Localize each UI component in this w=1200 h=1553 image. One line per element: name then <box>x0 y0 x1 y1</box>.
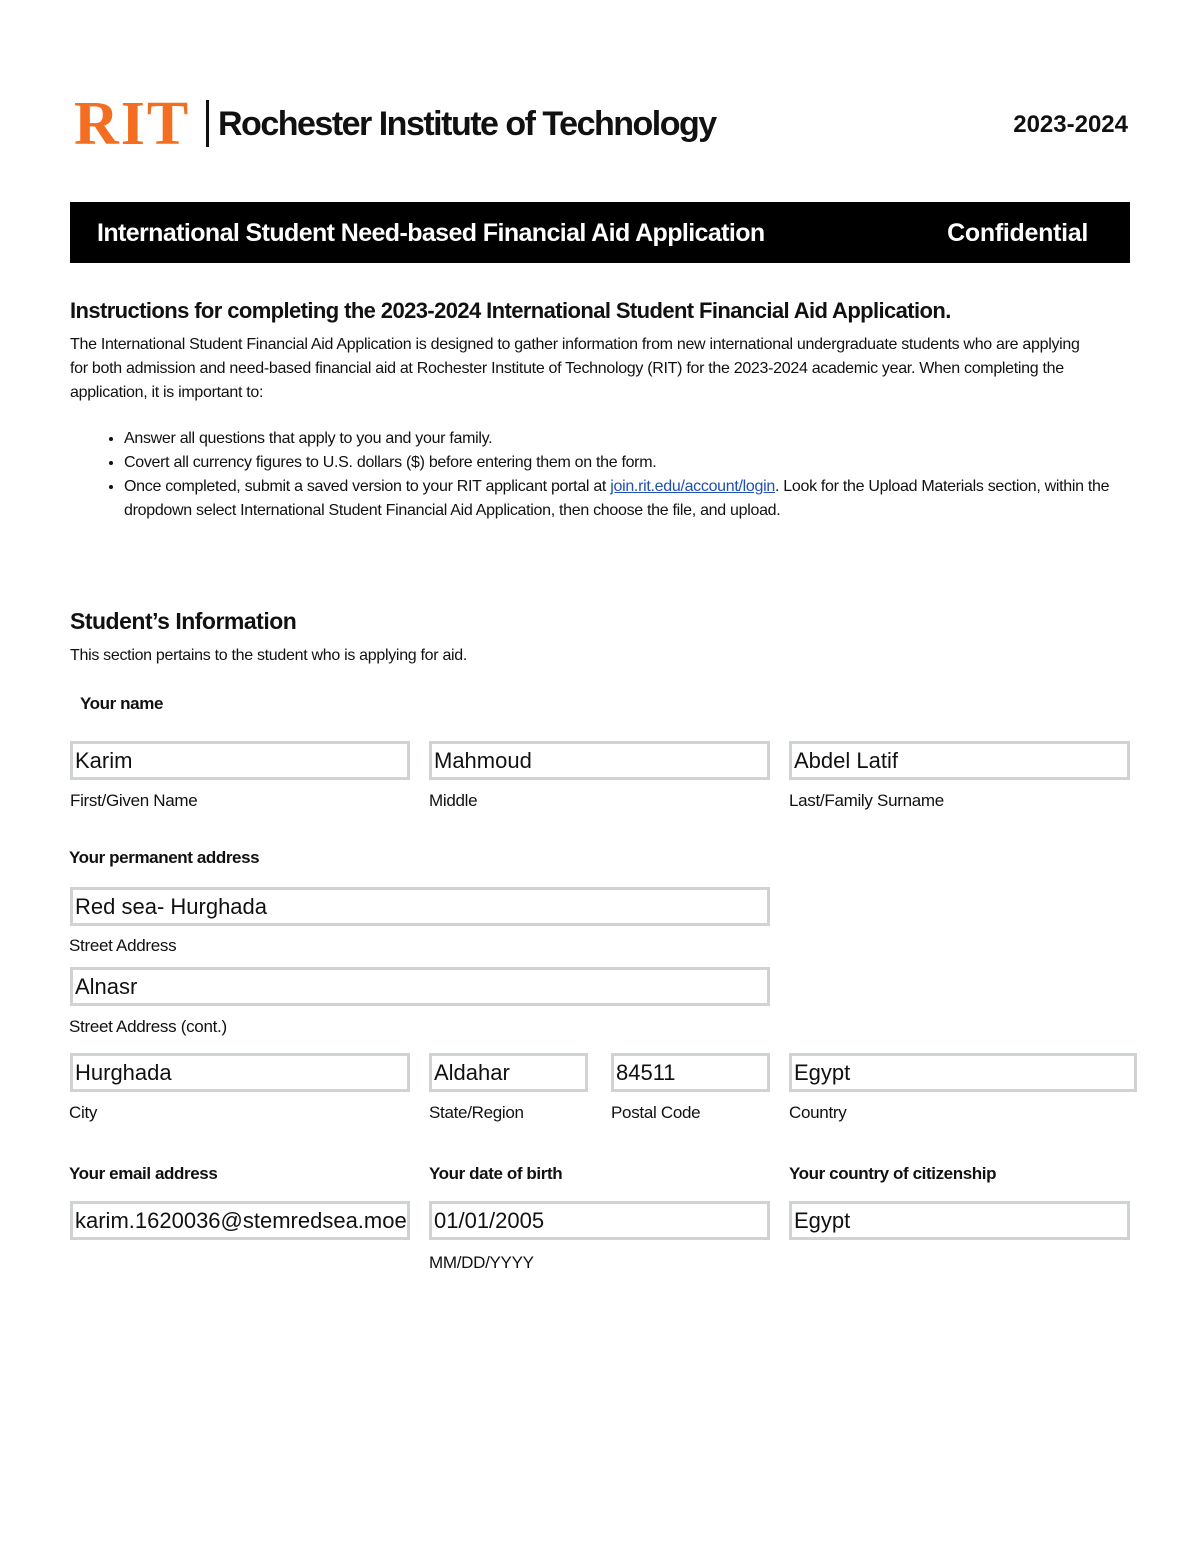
email-label: Your email address <box>69 1164 218 1183</box>
city-input[interactable] <box>70 1053 410 1092</box>
logo-divider <box>206 100 209 147</box>
instruction-item <box>124 427 1134 451</box>
dob-format-hint: MM/DD/YYYY <box>429 1253 534 1272</box>
citizenship-input[interactable] <box>789 1201 1130 1240</box>
form-title: International Student Need-based Financial Aid Application <box>97 219 765 247</box>
last-name-input[interactable] <box>789 741 1130 780</box>
first-name-input[interactable] <box>70 741 410 780</box>
citizenship-label: Your country of citizenship <box>789 1164 997 1183</box>
email-input[interactable] <box>70 1201 410 1240</box>
instructions-heading: Instructions for completing the 2023-2024 International Student Financial Aid Application. <box>70 298 951 323</box>
dob-input[interactable] <box>429 1201 770 1240</box>
confidential-label: Confidential <box>947 219 1088 247</box>
country-input[interactable] <box>789 1053 1137 1092</box>
city-label: City <box>69 1103 98 1122</box>
student-section-description: This section pertains to the student who is applying for aid. <box>70 647 468 664</box>
instruction-text: . Look for the Upload Materials section, within the dropdown select International Student Financial Aid Application, then choose the file, and upload. <box>124 478 1110 519</box>
instruction-item <box>124 475 1134 523</box>
academic-year: 2023-2024 <box>1013 111 1128 138</box>
title-banner <box>70 202 1130 263</box>
portal-link[interactable]: join.rit.edu/account/login <box>610 478 775 495</box>
state-input[interactable] <box>429 1053 588 1092</box>
first-name-label: First/Given Name <box>70 791 198 810</box>
middle-name-input[interactable] <box>429 741 770 780</box>
last-name-label: Last/Family Surname <box>789 791 944 810</box>
middle-name-label: Middle <box>429 791 478 810</box>
street-address-input[interactable] <box>70 887 770 926</box>
state-label: State/Region <box>429 1103 524 1122</box>
instruction-text: Once completed, submit a saved version to your RIT applicant portal at <box>124 478 611 495</box>
postal-code-input[interactable] <box>611 1053 770 1092</box>
instruction-text: Covert all currency figures to U.S. dollars ($) before entering them on the form. <box>124 454 657 471</box>
address-label: Your permanent address <box>69 848 260 867</box>
rit-logo-mark: RIT <box>74 90 191 158</box>
instruction-text: Answer all questions that apply to you and your family. <box>124 430 493 447</box>
institution-name: Rochester Institute of Technology <box>218 105 716 143</box>
dob-label: Your date of birth <box>429 1164 563 1183</box>
postal-code-label: Postal Code <box>611 1103 701 1122</box>
student-section-heading: Student’s Information <box>70 608 297 634</box>
instructions-list <box>70 427 1134 523</box>
country-label: Country <box>789 1103 847 1122</box>
name-label: Your name <box>80 694 163 713</box>
instruction-item <box>124 451 1134 475</box>
instructions-intro: The International Student Financial Aid Application is designed to gather information from new international undergraduate students who are applying for both admission and need-based financial aid at Rochester Institute of Technology (RIT) for the 2023-2024 academic year. When completing the application, it is important to: <box>70 336 1080 401</box>
street-address-cont-input[interactable] <box>70 967 770 1006</box>
street-address-cont-label: Street Address (cont.) <box>69 1017 227 1036</box>
street-address-label: Street Address <box>69 936 177 955</box>
